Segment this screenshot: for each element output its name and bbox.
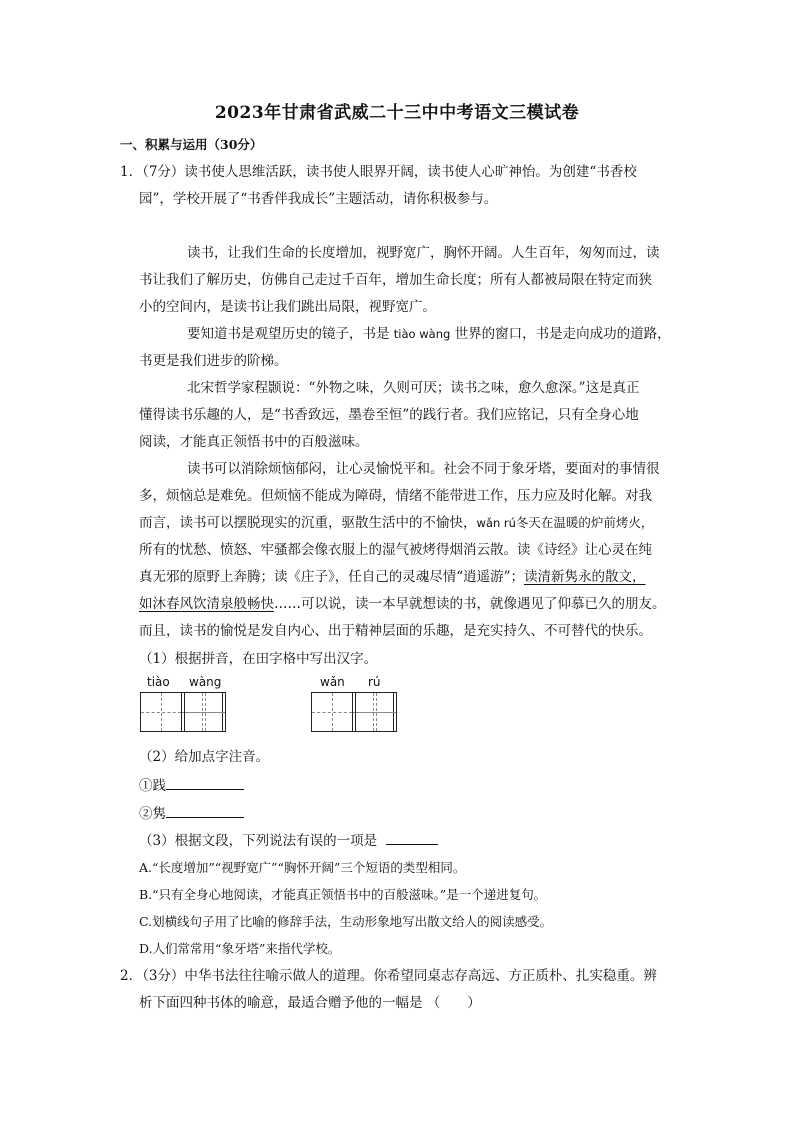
underlined-sentence-part-2: 如沐春风饮清泉般畅快 [139,596,274,612]
tianzige-grid-2b[interactable] [355,692,397,732]
p4-text-a: 而言，读书可以摆脱现实的沉重，驱散生活中的不愉快， [139,515,477,531]
p2-line-1 [187,325,671,343]
p4-line-3 [139,514,653,532]
p4-line-1: 读书可以消除烦恼郁闷，让心灵愉悦平和。社会不同于象牙塔，要面对的事情很 [187,461,660,477]
p1-line-2: 书让我们了解历史，仿佛自己走过千百年，增加生命长度；所有人都被局限在特定而狭 [139,272,652,288]
page-title: 2023年甘肃省武威二十三中中考语文三模试卷 [214,103,580,123]
p4-line-6 [139,595,666,613]
q2-line-1: 2．（3分）中华书法往往喻示做人的道理。你希望同桌志存高远、方正质朴、扎实稳重。辨 [120,968,657,984]
answer-blank[interactable] [386,832,438,845]
tianzige-grid-1b[interactable] [184,692,226,732]
p4-line-5 [139,568,646,586]
sub-question-2: （2）给加点字注音。 [139,749,270,765]
p2-line-2: 书更是我们进步的阶梯。 [139,353,288,369]
p2-pinyin: tiào wàng [393,327,451,341]
p4-text-b: 冬天在温暖的炉前烤火， [515,515,654,530]
option-d: D.人们常常用“象牙塔”来指代学校。 [139,941,341,956]
grid-cell[interactable] [311,692,353,732]
option-a: A.“长度增加”“视野宽广”“胸怀开阔”三个短语的类型相同。 [139,860,466,875]
p4-line-4: 所有的忧愁、愤怒、牢骚都会像衣服上的湿气被烤得烟消云散。读《诗经》让心灵在纯 [139,542,652,558]
grid-cell[interactable] [184,692,226,732]
p3-line-3: 阅读，才能真正领悟书中的百般滋味。 [139,434,369,450]
p4-text-5a: 真无邪的原野上奔腾；读《庄子》，任自己的灵魂尽情“逍遥游”； [139,569,525,585]
sub2-b-label: ②隽 [139,806,166,822]
grid-cell[interactable] [140,692,182,732]
grid1-pinyin-2: wàng [189,675,222,689]
p2-text-a: 要知道书是观望历史的镜子，书是 [187,326,394,342]
sub-question-1: （1）根据拼音，在田字格中写出汉字。 [139,651,378,667]
option-c: C.划横线句子用了比喻的修辞手法，生动形象地写出散文给人的阅读感受。 [139,914,553,929]
p3-line-1: 北宋哲学家程颢说：“外物之味，久则可厌；读书之味，愈久愈深。”这是真正 [187,380,640,396]
p4-text-6b: ……可以说，读一本早就想读的书，就像遇见了仰慕已久的朋友。 [274,596,666,612]
section-heading: 一、积累与运用（30分） [120,137,263,152]
sub-question-3 [139,832,438,850]
sub2-item-b [139,805,244,823]
p3-line-2: 懂得读书乐趣的人，是“书香致远，墨卷至恒”的践行者。我们应铭记，只有全身心地 [139,407,639,423]
grid-cell[interactable] [355,692,397,732]
q1-head-line-1: 1．（7分）读书使人思维活跃，读书使人眼界开阔，读书使人心旷神怡。为创建“书香校 [120,164,637,180]
sub3-text: （3）根据文段，下列说法有误的一项是 [139,833,378,849]
grid2-pinyin-2: rú [368,675,381,689]
q1-head-line-2: 园”，学校开展了“书香伴我成长”主题活动，请你积极参与。 [139,191,498,207]
p4-line-2: 多，烦恼总是难免。但烦恼不能成为障碍，情绪不能带进工作，压力应及时化解。对我 [139,488,652,504]
option-b: B.“只有全身心地阅读，才能真正领悟书中的百般滋味。”是一个递进复句。 [139,887,547,902]
p4-pinyin: wǎn rú [476,516,516,530]
underlined-sentence-part-1: 读清新隽永的散文， [524,569,646,585]
p2-text-b: 世界的窗口，书是走向成功的道路， [450,326,671,342]
p1-line-1: 读书，让我们生命的长度增加，视野宽广，胸怀开阔。人生百年，匆匆而过，读 [187,245,660,261]
grid1-pinyin-1: tiào [147,675,170,689]
q2-line-2: 析下面四种书体的喻意，最适合赠予他的一幅是 （ ） [139,995,481,1011]
sub2-item-a [139,777,244,795]
answer-blank[interactable] [166,805,244,818]
p1-line-3: 小的空间内，是读书让我们跳出局限，视野宽广。 [139,299,436,315]
answer-blank[interactable] [166,777,244,790]
grid2-pinyin-1: wǎn [320,675,345,689]
sub2-a-label: ①践 [139,778,166,794]
p4-line-7: 而且，读书的愉悦是发自内心、出于精神层面的乐趣，是充实持久、不可替代的快乐。 [139,623,652,639]
